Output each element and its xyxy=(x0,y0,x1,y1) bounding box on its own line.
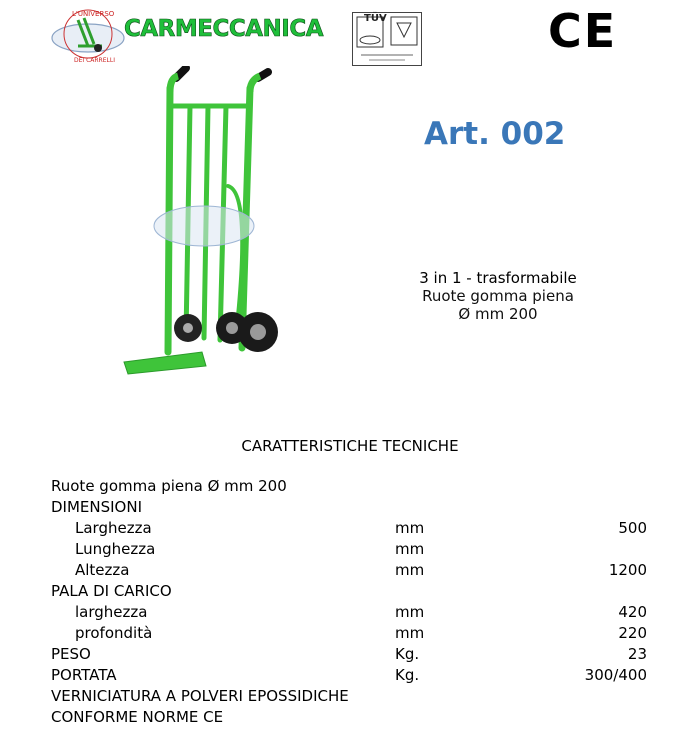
spec-unit: Kg. xyxy=(395,645,420,663)
spec-label: PORTATA xyxy=(51,666,117,684)
spec-row xyxy=(51,497,651,518)
spec-row xyxy=(51,602,651,623)
spec-row xyxy=(51,560,651,581)
spec-label: profondità xyxy=(75,624,153,642)
spec-value: 420 xyxy=(618,603,647,621)
hand-truck-image xyxy=(110,66,310,376)
spec-label: Larghezza xyxy=(75,519,152,537)
product-subtitle: 3 in 1 - trasformabile xyxy=(419,269,577,287)
spec-value: 1200 xyxy=(608,561,647,579)
spec-unit: mm xyxy=(395,624,425,642)
spec-row xyxy=(51,518,651,539)
spec-unit: Kg. xyxy=(395,666,420,684)
spec-label: Altezza xyxy=(75,561,130,579)
brand-emblem-logo xyxy=(48,2,128,66)
brand-name: CARMECCANICA xyxy=(124,16,324,42)
spec-unit: mm xyxy=(395,603,425,621)
nose-plate xyxy=(124,352,206,374)
spec-unit: mm xyxy=(395,561,425,579)
product-diameter-line: Ø mm 200 xyxy=(458,305,538,323)
emblem-text-bottom: DEI CARRELLI xyxy=(74,57,115,64)
spec-value: 500 xyxy=(618,519,647,537)
spec-label: VERNICIATURA A POLVERI EPOSSIDICHE xyxy=(51,687,349,705)
spec-value: 220 xyxy=(618,624,647,642)
specs-table xyxy=(51,476,651,728)
spec-row xyxy=(51,686,651,707)
spec-label: Ruote gomma piena Ø mm 200 xyxy=(51,477,287,495)
article-number: Art. 002 xyxy=(424,116,566,152)
spec-label: larghezza xyxy=(75,603,148,621)
spec-unit: mm xyxy=(395,540,425,558)
spec-label: Lunghezza xyxy=(75,540,156,558)
spec-row xyxy=(51,707,651,728)
tuv-label: TÜV xyxy=(364,13,387,24)
spec-row xyxy=(51,476,651,497)
spec-value: 23 xyxy=(627,645,647,663)
emblem-text-top: L'UNIVERSO xyxy=(72,10,115,18)
spec-label: PALA DI CARICO xyxy=(51,582,172,600)
spec-unit: mm xyxy=(395,519,425,537)
product-wheels-line: Ruote gomma piena xyxy=(422,287,574,305)
ce-mark: CE xyxy=(548,4,618,58)
spec-row xyxy=(51,539,651,560)
spec-row xyxy=(51,581,651,602)
tuv-certification-logo xyxy=(352,12,422,66)
spec-row xyxy=(51,644,651,665)
spec-label: DIMENSIONI xyxy=(51,498,143,516)
spec-value: 300/400 xyxy=(584,666,647,684)
spec-row xyxy=(51,665,651,686)
spec-label: CONFORME NORME CE xyxy=(51,708,224,726)
spec-row xyxy=(51,623,651,644)
spec-label: PESO xyxy=(51,645,91,663)
specs-heading: CARATTERISTICHE TECNICHE xyxy=(241,437,459,455)
